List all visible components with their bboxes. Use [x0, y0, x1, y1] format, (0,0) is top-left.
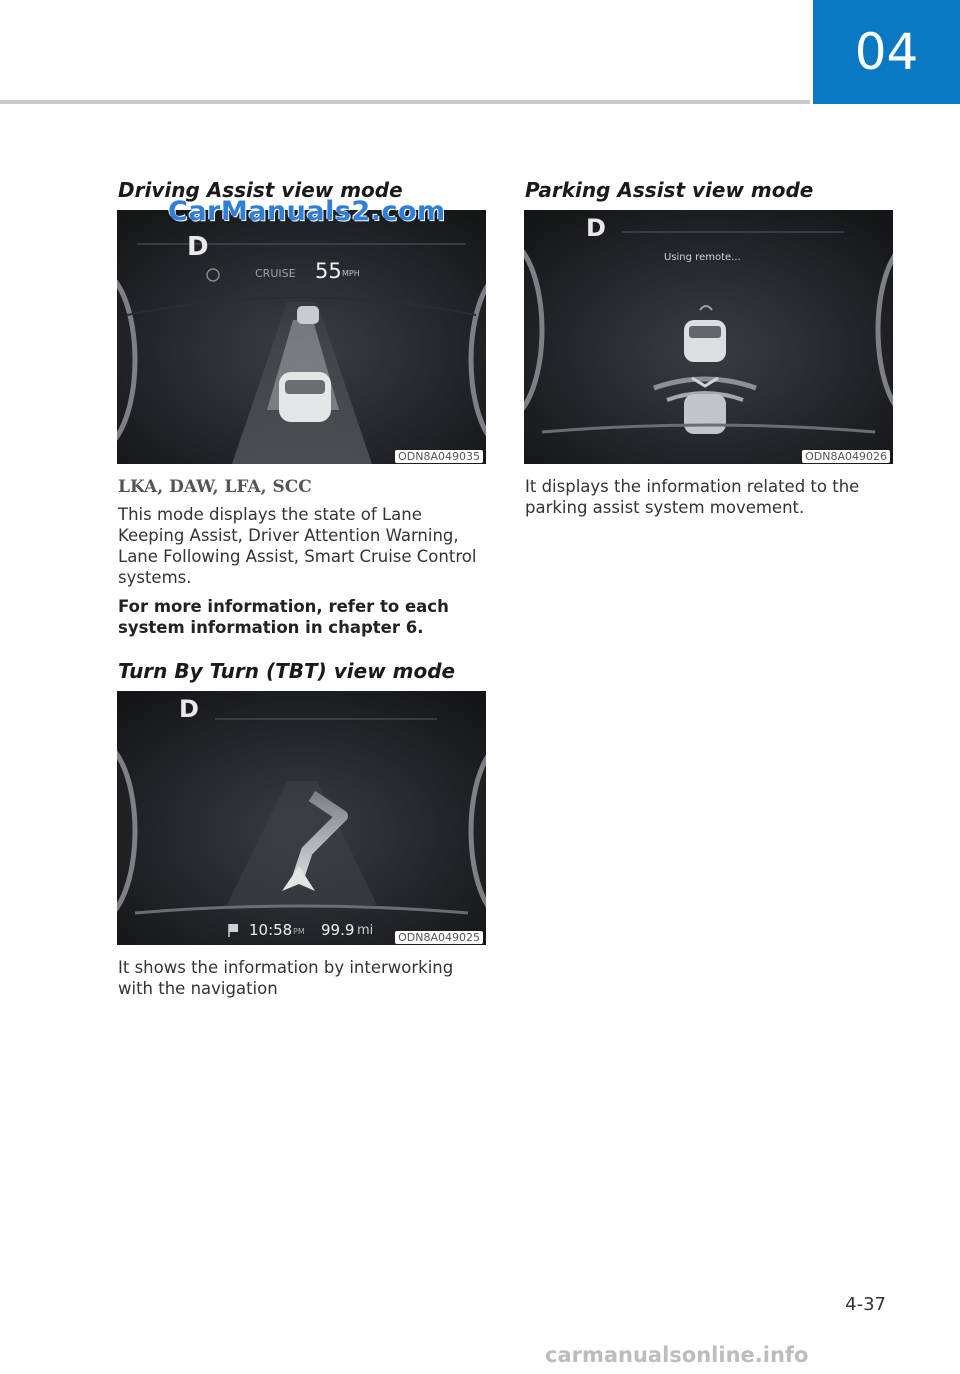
speed-value: 55 — [315, 259, 342, 283]
gear-indicator: D — [586, 214, 606, 242]
figure-code: ODN8A049025 — [395, 931, 483, 944]
tbt-title: Turn By Turn (TBT) view mode — [118, 659, 456, 683]
speed-unit: MPH — [342, 269, 360, 278]
figure-code: ODN8A049035 — [395, 450, 483, 463]
watermark-carmanualsonline: carmanualsonline.info — [545, 1343, 809, 1367]
arrival-time-suffix: PM — [293, 927, 305, 936]
driving-assist-title: Driving Assist view mode — [118, 178, 403, 202]
arrival-time: 10:58 — [249, 921, 293, 939]
driving-assist-description: This mode displays the state of Lane Keeping Assist, Driver Attention Warning, Lane Following Assist, Smart Cruise Control systems. — [118, 505, 477, 587]
chapter-tab: 04 — [813, 0, 960, 104]
remaining-distance: 99.9 — [321, 921, 355, 939]
systems-subheading: LKA, DAW, LFA, SCC — [118, 477, 312, 497]
driving-assist-figure — [117, 210, 486, 464]
parking-assist-description: It displays the information related to the parking assist system movement. — [525, 477, 860, 517]
gear-indicator: D — [187, 232, 209, 262]
tbt-cluster-image — [117, 691, 486, 945]
tbt-description: It shows the information by interworking with the navigation — [118, 958, 454, 998]
figure-code: ODN8A049026 — [802, 450, 890, 463]
page-number: 4-37 — [845, 1294, 886, 1315]
watermark-carmanuals2: CarManuals2.com — [168, 196, 446, 227]
parking-status-text: Using remote... — [664, 252, 741, 263]
tbt-figure — [117, 691, 486, 945]
parking-assist-cluster-image — [524, 210, 893, 464]
chapter-reference-note: For more information, refer to each system information in chapter 6. — [118, 597, 449, 637]
parking-assist-figure — [524, 210, 893, 464]
driving-assist-cluster-image — [117, 210, 486, 464]
parking-assist-title: Parking Assist view mode — [525, 178, 814, 202]
gear-indicator: D — [179, 695, 199, 723]
header-rule — [0, 100, 810, 104]
cruise-label: CRUISE — [255, 267, 296, 280]
distance-unit: mi — [357, 923, 374, 938]
